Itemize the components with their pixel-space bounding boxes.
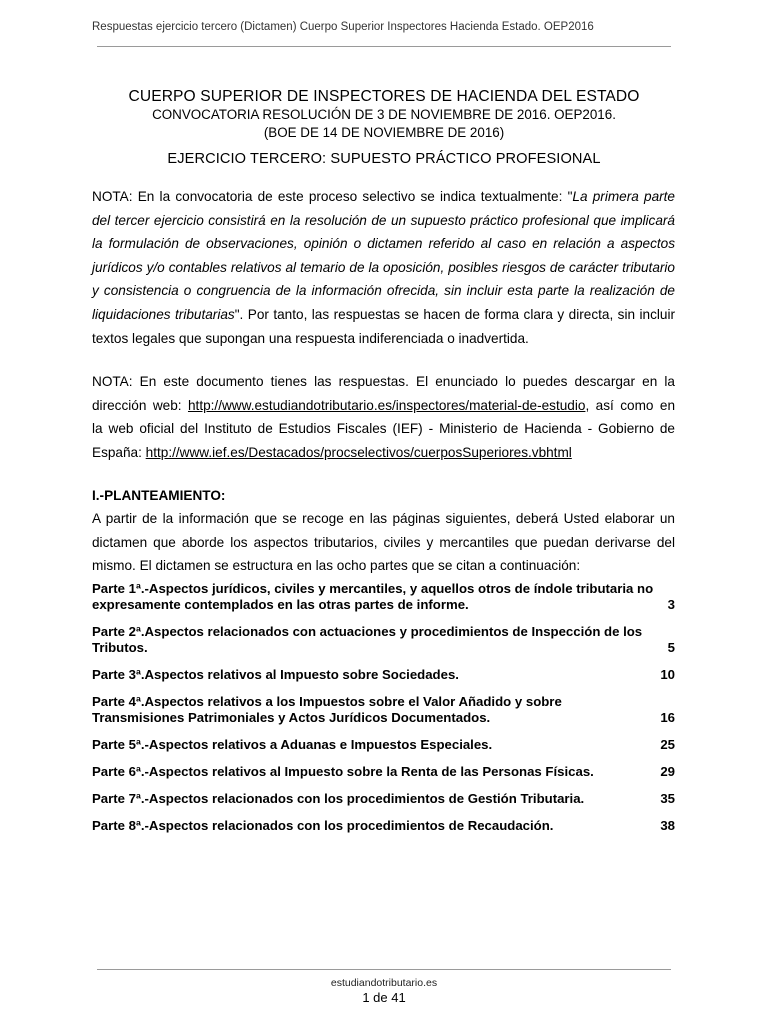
planteamiento-heading: I.-PLANTEAMIENTO: <box>92 487 226 503</box>
toc-item-page: 3 <box>667 596 675 612</box>
toc-item-page: 29 <box>660 763 675 779</box>
toc-item-parte-3[interactable] <box>92 667 675 683</box>
nota1-suffix: . Por tanto, las respuestas se hacen de forma clara y directa, sin incluir textos legales que supongan una respuesta indiferenciada o inadvertida. <box>92 306 675 346</box>
toc-item-text: Parte 6ª.-Aspectos relativos al Impuesto sobre la Renta de las Personas Físicas. <box>92 763 594 779</box>
toc-item-text: Parte 3ª.Aspectos relativos al Impuesto sobre Sociedades. <box>92 666 459 682</box>
nota1-close-quote: " <box>234 306 240 322</box>
link-ief[interactable]: http://www.ief.es/Destacados/procselectivos/cuerposSuperiores.vbhtml <box>145 444 572 460</box>
document-body <box>92 185 675 845</box>
toc-item-text: Parte 8ª.-Aspectos relacionados con los procedimientos de Recaudación. <box>92 817 554 833</box>
title-ejercicio: EJERCICIO TERCERO: SUPUESTO PRÁCTICO PROFESIONAL <box>167 151 601 167</box>
nota2-prefix: NOTA: En este documento tienes las respuestas. El enunciado lo puedes descargar en la dirección web: <box>92 374 675 413</box>
toc-item-parte-2[interactable] <box>92 624 675 656</box>
toc-item-page: 35 <box>660 790 675 806</box>
toc-item-parte-5[interactable] <box>92 737 675 753</box>
toc-item-page: 38 <box>660 817 675 833</box>
toc-item-text: Parte 4ª.Aspectos relativos a los Impuestos sobre el Valor Añadido y sobre Transmisiones Patrimoniales y Actos Jurídicos Documentados. <box>92 693 562 725</box>
toc-item-page: 16 <box>660 709 675 725</box>
toc-item-parte-4[interactable] <box>92 694 675 726</box>
running-header: Respuestas ejercicio tercero (Dictamen) Cuerpo Superior Inspectores Hacienda Estado. OEP2016 <box>92 21 594 33</box>
footer-page-number: 1 de 41 <box>362 990 406 1005</box>
toc-item-parte-8[interactable] <box>92 818 675 834</box>
toc-item-page: 5 <box>667 639 675 655</box>
nota-documento <box>92 370 675 464</box>
toc-item-text: Parte 7ª.-Aspectos relacionados con los procedimientos de Gestión Tributaria. <box>92 790 585 806</box>
title-block <box>92 87 676 169</box>
toc-item-page: 10 <box>660 666 675 682</box>
toc-item-parte-6[interactable] <box>92 764 675 780</box>
footer-divider <box>97 969 671 970</box>
title-boe: (BOE DE 14 DE NOVIEMBRE DE 2016) <box>263 125 505 140</box>
toc-item-text: Parte 1ª.-Aspectos jurídicos, civiles y mercantiles, y aquellos otros de índole tributaria no expresamente contemplados en las otras partes de informe. <box>92 580 654 612</box>
nota1-prefix: NOTA: En la convocatoria de este proceso selectivo se indica textualmente: " <box>92 189 573 204</box>
planteamiento-text: A partir de la información que se recoge en las páginas siguientes, deberá Usted elaborar un dictamen que aborde los aspectos tributarios, civiles y mercantiles que puedan derivarse del mismo. El dictamen se estructura en las ocho partes que se citan a continuación: <box>92 511 675 574</box>
nota2-middle: , así como en la web oficial del Instituto de Estudios Fiscales (IEF) - Ministerio de Hacienda - Gobierno de España: <box>92 397 675 460</box>
table-of-contents <box>92 581 675 834</box>
toc-item-parte-7[interactable] <box>92 791 675 807</box>
header-divider <box>97 46 671 47</box>
toc-item-page: 25 <box>660 736 675 752</box>
nota-convocatoria <box>92 185 675 350</box>
toc-item-text: Parte 5ª.-Aspectos relativos a Aduanas e Impuestos Especiales. <box>92 736 493 752</box>
toc-item-parte-1[interactable] <box>92 581 675 613</box>
nota1-quote: La primera parte del tercer ejercicio consistirá en la resolución de un supuesto práctico profesional que implicará la formulación de observaciones, opinión o dictamen referido al caso en relación a aspectos jurídicos y/o contables relativos al temario de la oposición, posibles riesgos de carácter tributario y consistencia o congruencia de la información ofrecida, sin incluir esta parte la realización de liquidaciones tributarias <box>92 189 675 322</box>
toc-item-text: Parte 2ª.Aspectos relacionados con actuaciones y procedimientos de Inspección de los Tributos. <box>92 623 643 655</box>
link-estudiandotributario[interactable]: http://www.estudiandotributario.es/inspectores/material-de-estudio <box>187 397 586 413</box>
footer-site: estudiandotributario.es <box>330 977 438 989</box>
title-main: CUERPO SUPERIOR DE INSPECTORES DE HACIENDA DEL ESTADO <box>128 88 640 105</box>
title-convocatoria: CONVOCATORIA RESOLUCIÓN DE 3 DE NOVIEMBRE DE 2016. OEP2016. <box>152 107 616 122</box>
